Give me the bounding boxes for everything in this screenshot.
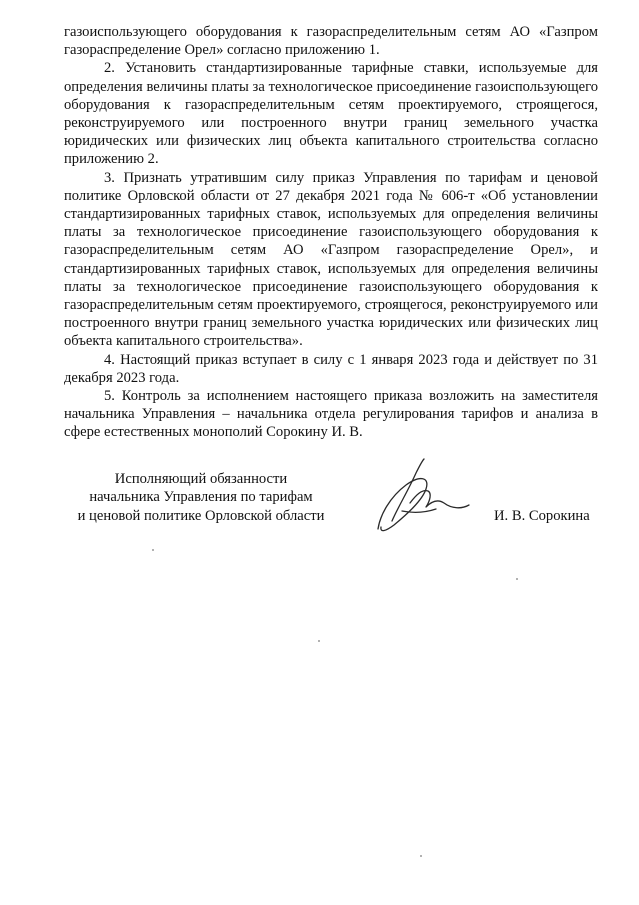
paragraph-item-3 [64,169,598,351]
paragraph-number: 5. [104,388,115,405]
paragraph-text: Контроль за исполнением настоящего приказа возложить на заместителя начальника Управления – начальника отдела регулирования тарифов и анализа в сфере естественных монополий Сорокину И. В. [64,388,598,441]
position-line: Исполняющий обязанности [114,471,288,487]
paragraph-number: 2. [104,60,115,77]
position-line: начальника Управления по тарифам [89,489,313,506]
paragraph-text: газоиспользующего оборудования к газораспределительным сетям АО «Газпром газораспределение Орел» согласно приложению 1. [64,24,598,59]
paragraph-item-2 [64,59,598,168]
signatory-position [70,470,332,525]
paragraph-number: 4. [104,351,115,368]
scan-speck [152,549,154,551]
scan-speck [318,640,320,642]
paragraph-number: 3. [104,169,115,186]
paragraph-text: Настоящий приказ вступает в силу с 1 января 2023 года и действует по 31 декабря 2023 года. [64,351,599,386]
paragraph-text: Установить стандартизированные тарифные ставки, используемые для определения величины платы за технологическое присоединение газоиспользующего оборудования к газораспределительным сетям проектируемого, строящегося, реконструируемого или построенного внутри границ земельного участка юридических или физических лиц объекта капитального строительства согласно приложению 2. [64,60,598,168]
document-body [64,23,598,442]
paragraph-text: Признать утратившим силу приказ Управления по тарифам и ценовой политике Орловской области от 27 декабря 2021 года № 606-т «Об установлении стандартизированных тарифных ставок, используемых для определения величины платы за технологическое присоединение газоиспользующего оборудования к газораспределительным сетям АО «Газпром газораспределение Орел», и стандартизированных тарифных ставок, используемых для определения величины платы за технологическое присоединение газоиспользующего оборудования к газораспределительным сетям проектируемого, строящегося, реконструируемого или построенного внутри границ земельного участка юридических или физических лиц объекта капитального строительства». [64,169,598,350]
signatory-name: И. В. Сорокина [494,508,590,524]
paragraph-item-4 [64,351,598,387]
paragraph-continuation [64,23,598,59]
paragraph-item-5 [64,387,598,442]
handwritten-signature-icon [372,455,472,545]
scan-speck [420,855,422,857]
position-line: и ценовой политике Орловской области [77,507,325,524]
scan-speck [516,578,518,580]
